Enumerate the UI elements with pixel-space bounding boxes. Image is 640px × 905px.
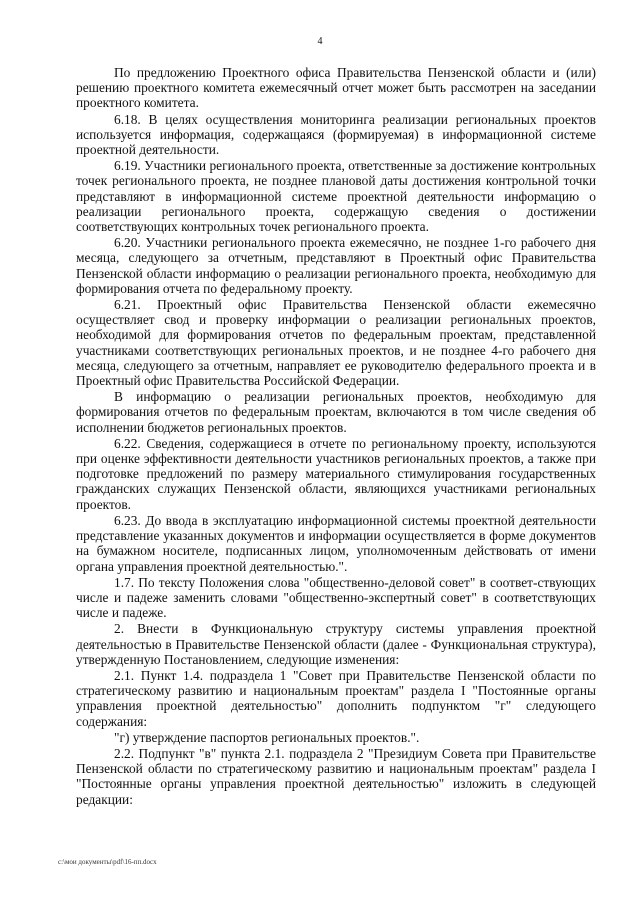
paragraph: 1.7. По тексту Положения слова "общественно-деловой совет" в соответ-ствующих числе и падеже заменить словами "общественно-экспертный совет" в соответствующих числе и падеже. [76,574,596,621]
paragraph: 6.21. Проектный офис Правительства Пензенской области ежемесячно осуществляет свод и проверку информации о реализации региональных проектов, необходимой для формирования отчетов по федеральным проектам, представленной участниками соответствующих региональных проектов, и не позднее 4-го рабочего дня месяца, следующего за отчетным, направляет ее руководителю федерального проекта и в Проектный офис Правительства Российской Федерации. [76,297,596,389]
paragraph: 6.22. Сведения, содержащиеся в отчете по региональному проекту, используются при оценке эффективности деятельности участников региональных проектов, а также при подготовке предложений по размеру материального стимулирования государственных гражданских служащих Пензенской области, являющихся участниками региональных проектов. [76,435,596,512]
paragraph: 6.18. В целях осуществления мониторинга реализации региональных проектов используется информация, содержащаяся (формируемая) в информационной системе проектной деятельности. [76,111,596,158]
paragraph: По предложению Проектного офиса Правительства Пензенской области и (или) решению проектного комитета ежемесячный отчет может быть рассмотрен на заседании проектного комитета. [76,65,596,111]
paragraph: 6.19. Участники регионального проекта, ответственные за достижение контрольных точек регионального проекта, не позднее плановой даты достижения контрольной точки представляют в информационной системе проектной деятельности информацию о реализации регионального проекта, содержащую сведения о достижении соответствующих контрольных точек регионального проекта. [76,158,596,235]
paragraph: 2.2. Подпункт "в" пункта 2.1. подраздела 2 "Президиум Совета при Правительстве Пензенской области по стратегическому развитию и национальным проектам" раздела I "Постоянные органы управления проектной деятельностью" изложить в следующей редакции: [76,745,596,807]
document-body [76,65,596,808]
paragraph: "г) утверждение паспортов региональных проектов.". [114,729,420,745]
paragraph: 2.1. Пункт 1.4. подраздела 1 "Совет при Правительстве Пензенской области по стратегическому развитию и национальным проектам" раздела I "Постоянные органы управления проектной деятельностью" дополнить подпунктом "г" следующего содержания: [76,667,596,729]
paragraph: 2. Внести в Функциональную структуру системы управления проектной деятельностью в Правительстве Пензенской области (далее - Функциональная структура), утвержденную Постановлением, следующие изменения: [76,621,596,667]
paragraph: 6.23. До ввода в эксплуатацию информационной системы проектной деятельности представление указанных документов и информации осуществляется в форме документов на бумажном носителе, подписанных лицом, уполномоченным действовать от имени органа управления проектной деятельностью.". [76,512,596,574]
footer-file-path: c:\мои документы\pdf\16-пп.docx [58,858,157,866]
page-number: 4 [317,36,323,47]
paragraph: 6.20. Участники регионального проекта ежемесячно, не позднее 1-го рабочего дня месяца, следующего за отчетным, представляют в Проектный офис Правительства Пензенской области информацию о реализации регионального проекта, необходимую для формирования отчета по федеральному проекту. [76,235,596,296]
paragraph: В информацию о реализации региональных проектов, необходимую для формирования отчетов по федеральным проектам, включаются в том числе сведения об исполнении бюджетов региональных проектов. [76,389,596,435]
